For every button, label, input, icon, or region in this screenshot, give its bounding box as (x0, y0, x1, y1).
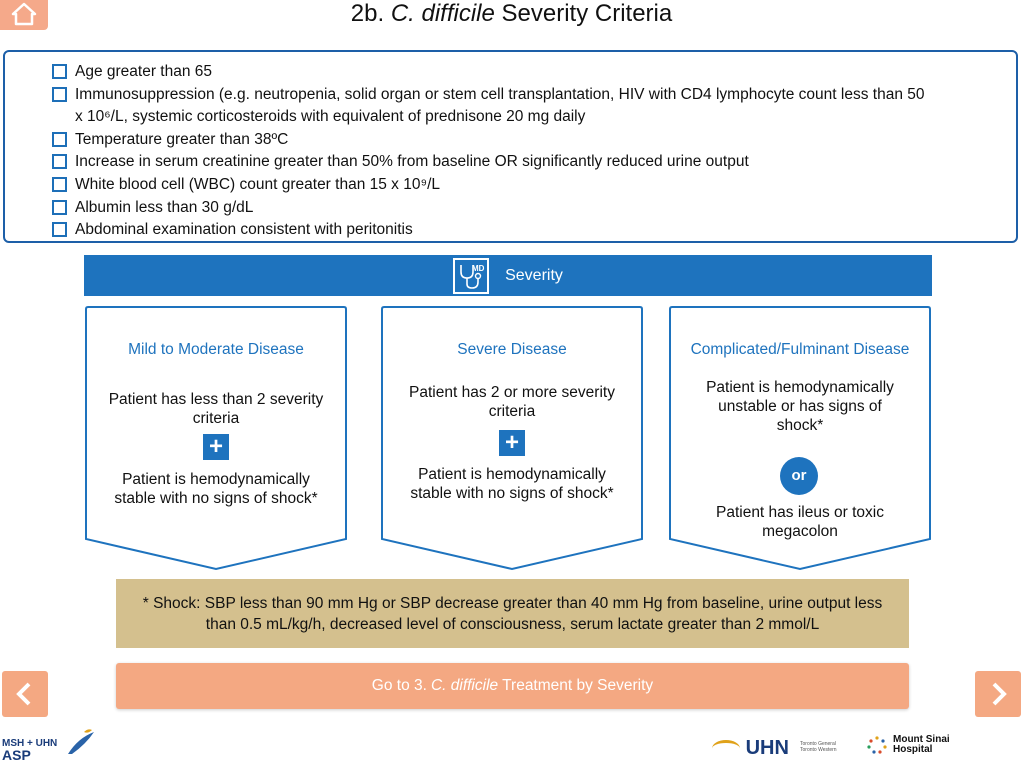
mount-sinai-logo: Mount Sinai Hospital (893, 734, 950, 755)
card-complicated-fulminant (668, 305, 932, 569)
or-badge: or (780, 457, 818, 495)
asp-leaf-icon (64, 728, 96, 756)
card-severe (380, 305, 644, 569)
page-title: 2b. C. difficile Severity Criteria (350, 0, 673, 27)
uhn-sub-text: Toronto General Toronto Western (800, 741, 837, 753)
criterion-item[interactable]: Albumin less than 30 g/dL (52, 197, 925, 219)
checkbox[interactable] (52, 87, 67, 102)
checkbox[interactable] (52, 200, 67, 215)
plus-icon: + (203, 434, 229, 460)
previous-button[interactable] (2, 671, 48, 717)
goto-treatment-button[interactable]: Go to 3. C. difficile Treatment by Severity (116, 663, 909, 709)
card-mild-moderate (84, 305, 348, 569)
checkbox[interactable] (52, 132, 67, 147)
criterion-item[interactable]: Immunosuppression (e.g. neutropenia, solid organ or stem cell transplantation, HIV with CD4 lymphocyte count less than 50 x 10⁶/L, systemic corticosteroids with equivalent of prednisone 20 mg daily (52, 84, 925, 128)
card-shock-text: Patient is hemodynamically stable with no signs of shock* (410, 466, 614, 502)
svg-text:MD: MD (472, 263, 485, 273)
severity-label: Severity (505, 266, 563, 284)
checkbox[interactable] (52, 154, 67, 169)
criterion-item[interactable]: Age greater than 65 (52, 61, 925, 83)
card-title: Severe Disease (457, 341, 567, 358)
card-title: Complicated/Fulminant Disease (690, 341, 910, 358)
next-button[interactable] (975, 671, 1021, 717)
chevron-left-icon (11, 680, 39, 708)
chevron-right-icon (984, 680, 1012, 708)
severity-header (84, 255, 932, 296)
card-criteria-text: Patient is hemodynamically unstable or has signs of shock* (706, 379, 894, 434)
criterion-item[interactable]: Temperature greater than 38ºC (52, 129, 925, 151)
msh-uhn-asp-logo: MSH + UHN ASP (2, 738, 58, 763)
plus-icon: + (499, 430, 525, 456)
criterion-item[interactable]: Increase in serum creatinine greater than 50% from baseline OR significantly reduced urine output (52, 151, 925, 173)
criterion-item[interactable]: Abdominal examination consistent with peritonitis (52, 219, 925, 241)
checkbox[interactable] (52, 177, 67, 192)
shock-definition-note: * Shock: SBP less than 90 mm Hg or SBP decrease greater than 40 mm Hg from baseline, urine output less than 0.5 mL/kg/h, decreased level of consciousness, serum lactate greater than 2 mmol/L (116, 579, 909, 648)
card-criteria-text: Patient has less than 2 severity criteria (108, 391, 324, 427)
stethoscope-icon (453, 258, 489, 294)
card-criteria-text: Patient has 2 or more severity criteria (409, 384, 615, 420)
criterion-item[interactable]: White blood cell (WBC) count greater than 15 x 10⁹/L (52, 174, 925, 196)
card-title: Mild to Moderate Disease (128, 341, 304, 358)
card-condition-text: Patient has ileus or toxic megacolon (715, 504, 884, 540)
checkbox[interactable] (52, 222, 67, 237)
uhn-logo: UHN (712, 737, 789, 760)
mount-sinai-mark-icon (866, 735, 888, 755)
checkbox[interactable] (52, 64, 67, 79)
card-shock-text: Patient is hemodynamically stable with no signs of shock* (114, 471, 318, 507)
